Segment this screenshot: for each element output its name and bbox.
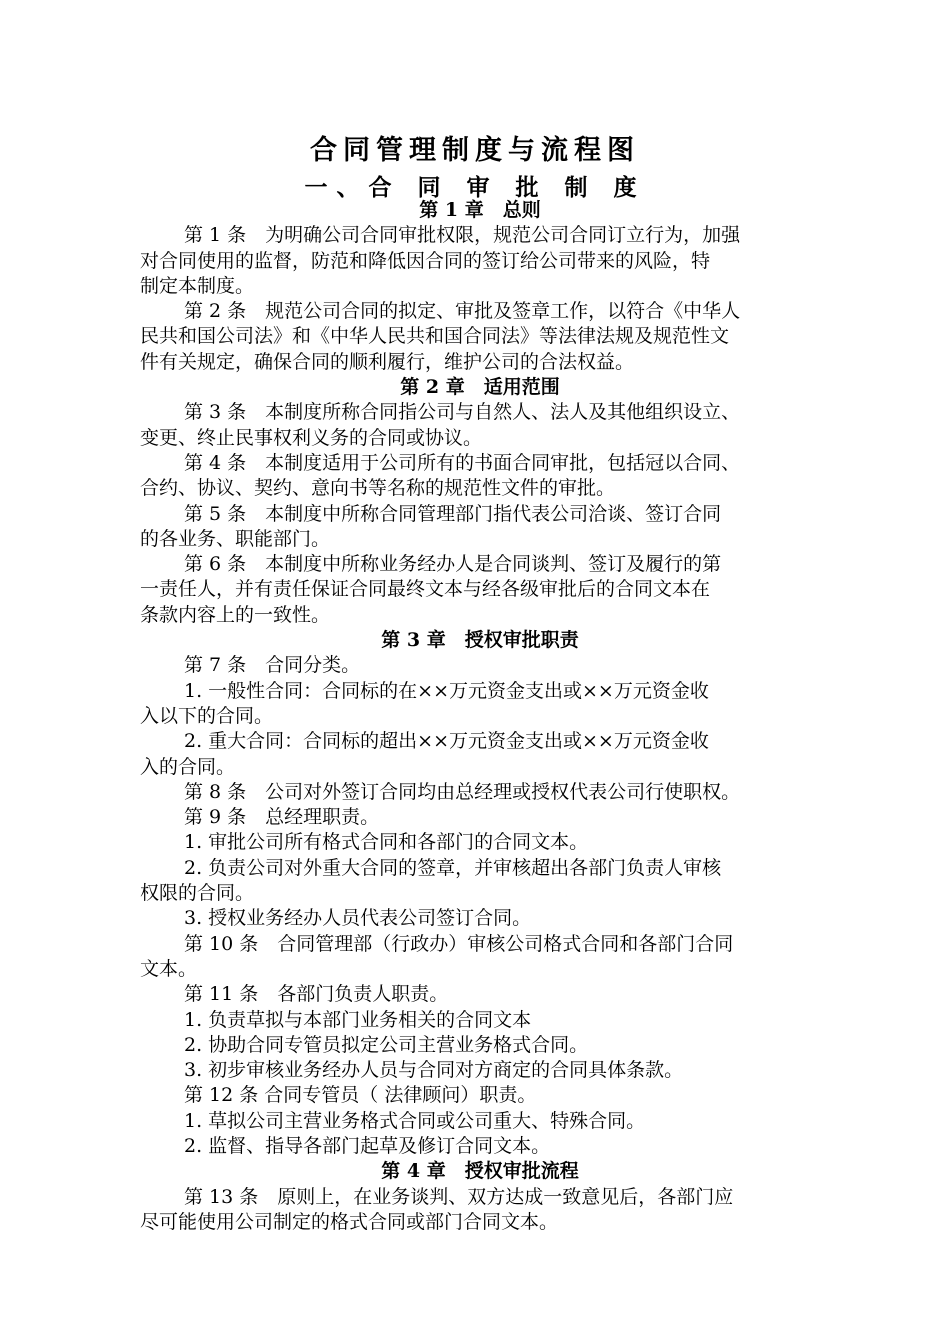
text-line: 权限的合同。	[140, 882, 255, 905]
text-line: 2. 负责公司对外重大合同的签章，并审核超出各部门负责人审核	[184, 856, 722, 879]
text-line: 第 12 条 合同专管员（ 法律顾问）职责。	[184, 1084, 537, 1107]
chapter-heading: 第 2 章 适用范围	[400, 376, 560, 399]
text-line: 第 4 条 本制度适用于公司所有的书面合同审批，包括冠以合同、	[184, 451, 741, 474]
chapter-heading: 第 4 章 授权审批流程	[381, 1160, 579, 1183]
text-line: 一责任人，并有责任保证合同最终文本与经各级审批后的合同文本在	[140, 578, 711, 601]
text-line: 2. 监督、指导各部门起草及修订合同文本。	[184, 1134, 551, 1157]
text-line: 第 10 条 合同管理部（行政办）审核公司格式合同和各部门合同	[184, 932, 734, 955]
chapter-heading: 第 1 章 总则	[419, 199, 541, 221]
text-line: 第 7 条 合同分类。	[184, 654, 361, 677]
text-line: 变更、终止民事权利义务的合同或协议。	[140, 426, 483, 449]
text-line: 件有关规定，确保合同的顺利履行，维护公司的合法权益。	[140, 350, 635, 373]
text-line: 第 2 条 规范公司合同的拟定、审批及签章工作，以符合《中华人	[184, 300, 741, 323]
text-line: 第 13 条 原则上，在业务谈判、双方达成一致意见后，各部门应	[184, 1185, 734, 1208]
text-line: 入以下的合同。	[140, 704, 274, 727]
text-line: 3. 授权业务经办人员代表公司签订合同。	[184, 907, 532, 930]
text-line: 条款内容上的一致性。	[140, 603, 331, 626]
document-title: 合同管理制度与流程图	[310, 135, 640, 166]
text-line: 2. 重大合同：合同标的超出××万元资金支出或××万元资金收	[184, 730, 709, 753]
text-line: 尽可能使用公司制定的格式合同或部门合同文本。	[140, 1210, 559, 1233]
text-line: 1. 一般性合同：合同标的在××万元资金支出或××万元资金收	[184, 679, 709, 702]
text-line: 第 11 条 各部门负责人职责。	[184, 983, 449, 1006]
chapter-heading: 第 3 章 授权审批职责	[381, 629, 579, 652]
text-line: 第 9 条 总经理职责。	[184, 806, 380, 829]
text-line: 制定本制度。	[140, 274, 255, 297]
text-line: 第 6 条 本制度中所称业务经办人是合同谈判、签订及履行的第	[184, 553, 722, 576]
text-line: 民共和国公司法》和《中华人民共和国合同法》等法律法规及规范性文	[140, 325, 730, 348]
text-line: 文本。	[140, 957, 198, 980]
text-line: 1. 负责草拟与本部门业务相关的合同文本	[184, 1008, 532, 1031]
text-line: 的各业务、职能部门。	[140, 527, 331, 550]
text-line: 1. 草拟公司主营业务格式合同或公司重大、特殊合同。	[184, 1109, 646, 1132]
text-line: 第 3 条 本制度所称合同指公司与自然人、法人及其他组织设立、	[184, 401, 741, 424]
text-line: 2. 协助合同专管员拟定公司主营业务格式合同。	[184, 1033, 589, 1056]
text-line: 入的合同。	[140, 755, 236, 778]
text-line: 第 1 条 为明确公司合同审批权限，规范公司合同订立行为，加强	[184, 224, 741, 247]
text-line: 对合同使用的监督，防范和降低因合同的签订给公司带来的风险，特	[140, 249, 711, 272]
text-line: 3. 初步审核业务经办人员与合同对方商定的合同具体条款。	[184, 1059, 684, 1082]
text-line: 第 5 条 本制度中所称合同管理部门指代表公司洽谈、签订合同	[184, 502, 722, 525]
document-body	[140, 198, 820, 1235]
section-title: 一、合 同 审 批 制 度	[304, 174, 646, 201]
text-line: 合约、协议、契约、意向书等名称的规范性文件的审批。	[140, 477, 616, 500]
text-line: 第 8 条 公司对外签订合同均由总经理或授权代表公司行使职权。	[184, 780, 741, 803]
text-line: 1. 审批公司所有格式合同和各部门的合同文本。	[184, 831, 589, 854]
